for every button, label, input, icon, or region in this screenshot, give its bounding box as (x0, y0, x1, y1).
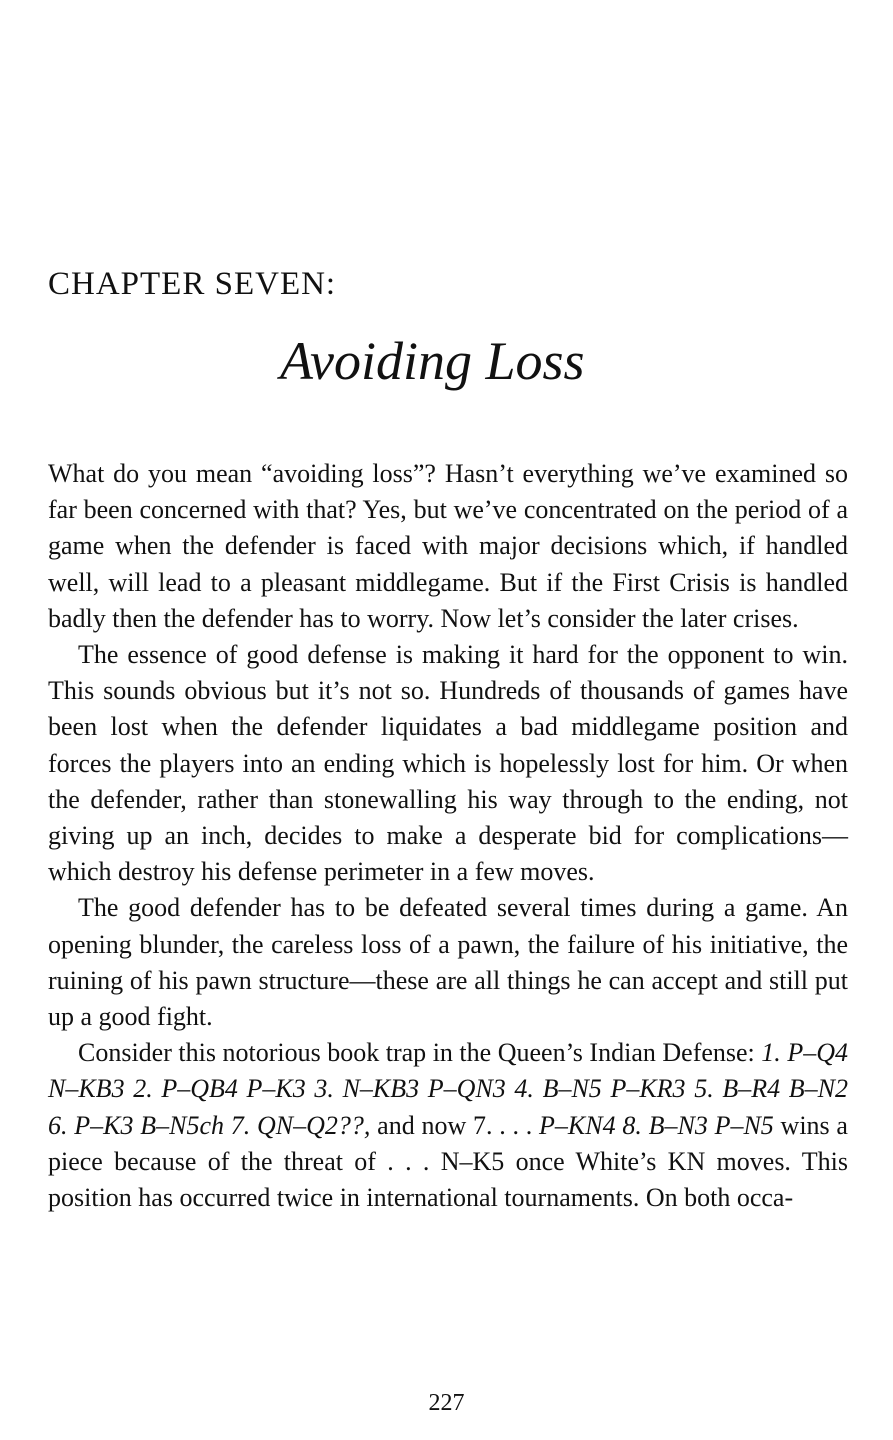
paragraph-segment: and now 7. . . . (370, 1110, 540, 1140)
paragraph-segment: wins a piece because of the threat of . . . N–K5 once White’s KN moves. This position has occurred twice in international tournaments. On both occa- (48, 1110, 848, 1213)
paragraph: What do you mean “avoiding loss”? Hasn’t everything we’ve examined so far been concerned with that? Yes, but we’ve concentrated on the period of a game when the defender is faced with major decisions which, if handled well, will lead to a pleasant middlegame. But if the First Crisis is handled badly then the defender has to worry. Now let’s consider the later crises. (48, 459, 848, 633)
paragraph-segment: Consider this notorious book trap in the Queen’s Indian Defense: (78, 1038, 762, 1068)
body-text (48, 456, 848, 1216)
chess-notation: 1. P–Q4 N–KB3 2. P–QB4 P–K3 3. N–KB3 P–QN3 4. B–N5 P–KR3 5. B–R4 B–N2 6. P–K3 B–N5ch 7. QN–Q2??, (48, 1038, 848, 1140)
chapter-label: CHAPTER SEVEN: (48, 266, 337, 302)
chapter-title: Avoiding Loss (280, 331, 585, 391)
chess-notation: P–KN4 8. B–N3 P–N5 (539, 1110, 774, 1140)
paragraph: The good defender has to be defeated several times during a game. An opening blunder, the careless loss of a pawn, the failure of his initiative, the ruining of his pawn structure—these are all things he can accept and still put up a good fight. (48, 893, 848, 1032)
page-number: 227 (428, 1390, 465, 1416)
paragraph (48, 1035, 848, 1216)
paragraph: The essence of good defense is making it hard for the opponent to win. This sounds obvious but it’s not so. Hundreds of thousands of games have been lost when the defender liquidates a bad middlegame position and forces the players into an ending which is hopelessly lost for him. Or when the defender, rather than stonewalling his way through to the ending, not giving up an inch, decides to make a desperate bid for complications—which destroy his defense perimeter in a few moves. (48, 640, 848, 887)
